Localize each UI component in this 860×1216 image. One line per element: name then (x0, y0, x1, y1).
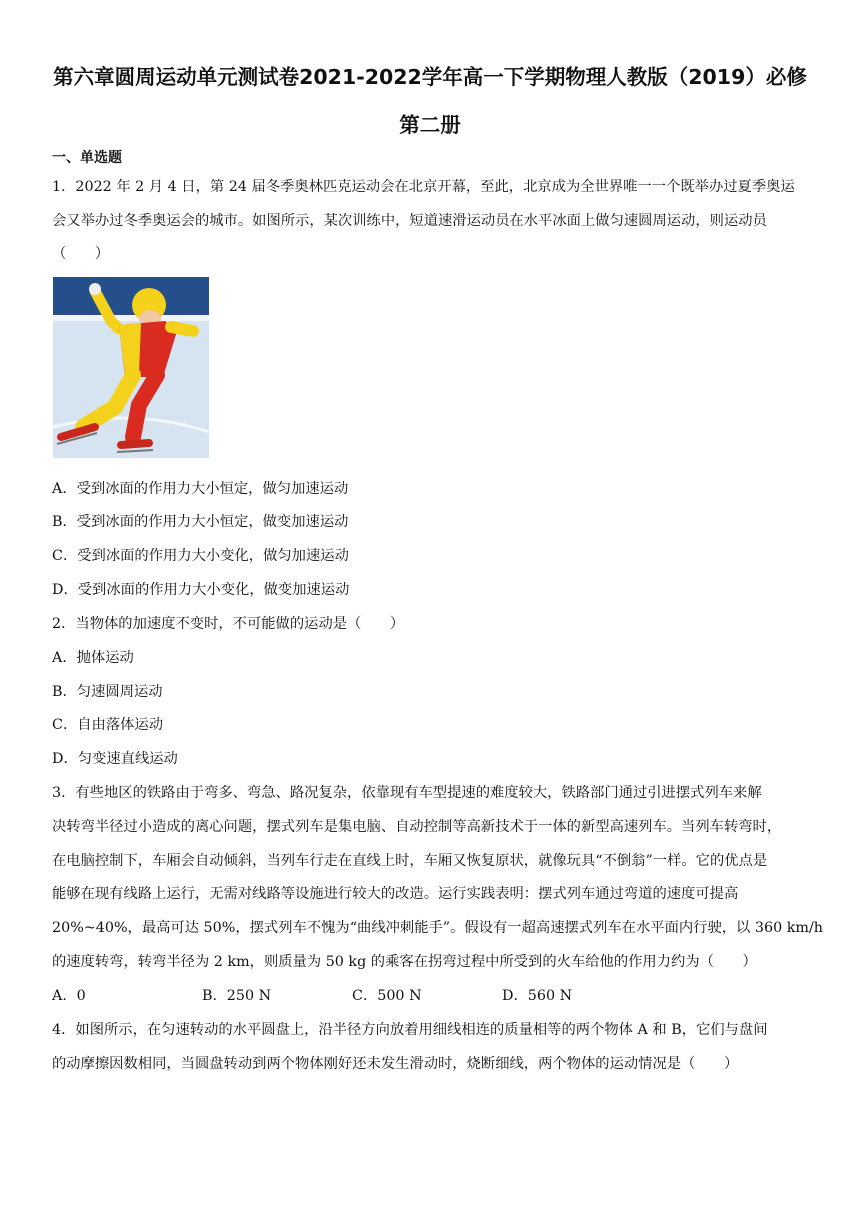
q3-option-c: C．500 N (352, 988, 422, 1004)
q1-option-b: B．受到冰面的作用力大小恒定，做变加速运动 (52, 514, 349, 530)
q4-stem-line1: 4．如图所示，在匀速转动的水平圆盘上，沿半径方向放着用细线相连的质量相等的两个物体 A 和 B，它们与盘间 (52, 1022, 768, 1038)
q2-stem: 2．当物体的加速度不变时，不可能做的运动是（ ） (52, 616, 405, 632)
q2-option-d: D．匀变速直线运动 (52, 751, 178, 767)
q1-stem-line2: 会又举办过冬季奥运会的城市。如图所示，某次训练中，短道速滑运动员在水平冰面上做匀速圆周运动，则运动员 (52, 213, 767, 229)
q3-option-a: A．0 (52, 988, 86, 1004)
q3-stem-line6: 的速度转弯，转弯半径为 2 km，则质量为 50 kg 的乘客在拐弯过程中所受到的火车给他的作用力约为（ ） (52, 954, 757, 970)
q3-stem-line4: 能够在现有线路上运行，无需对线路等设施进行较大的改造。运行实践表明：摆式列车通过弯道的速度可提高 (52, 886, 739, 902)
q1-option-a: A．受到冰面的作用力大小恒定，做匀加速运动 (52, 481, 349, 497)
q2-option-c: C．自由落体运动 (52, 717, 164, 733)
q2-option-a: A．抛体运动 (52, 650, 134, 666)
q3-stem-line1: 3．有些地区的铁路由于弯多、弯急、路况复杂，依靠现有车型提速的难度较大，铁路部门通过引进摆式列车来解 (52, 785, 762, 801)
q2-option-b: B．匀速圆周运动 (52, 684, 163, 700)
q3-stem-line3: 在电脑控制下，车厢会自动倾斜，当列车行走在直线上时，车厢又恢复原状，就像玩具“不倒翁”一样。它的优点是 (52, 853, 768, 869)
speed-skater-illustration (53, 277, 209, 458)
q3-option-b: B．250 N (202, 988, 272, 1004)
q3-stem-line2: 决转弯半径过小造成的离心问题，摆式列车是集电脑、自动控制等高新技术于一体的新型高速列车。当列车转弯时， (52, 819, 782, 835)
q1-option-c: C．受到冰面的作用力大小变化，做匀加速运动 (52, 548, 349, 564)
q1-stem-line3: （ ） (52, 246, 110, 262)
q3-option-d: D．560 N (502, 988, 573, 1004)
q1-stem-line1: 1．2022 年 2 月 4 日，第 24 届冬季奥林匹克运动会在北京开幕，至此，北京成为全世界唯一一个既举办过夏季奥运 (52, 179, 795, 195)
q3-stem-line5: 20%~40%，最高可达 50%，摆式列车不愧为“曲线冲刺能手”。假设有一超高速摆式列车在水平面内行驶，以 360 km/h (52, 920, 823, 936)
q4-stem-line2: 的动摩擦因数相同，当圆盘转动到两个物体刚好还未发生滑动时，烧断细线，两个物体的运动情况是（ ） (52, 1056, 739, 1072)
speed-skater-photo (53, 277, 209, 458)
section-heading: 一、单选题 (52, 150, 122, 166)
document-title-line2: 第二册 (399, 113, 461, 137)
document-title-line1: 第六章圆周运动单元测试卷2021-2022学年高一下学期物理人教版（2019）必修 (53, 65, 807, 89)
q1-option-d: D．受到冰面的作用力大小变化，做变加速运动 (52, 582, 350, 598)
